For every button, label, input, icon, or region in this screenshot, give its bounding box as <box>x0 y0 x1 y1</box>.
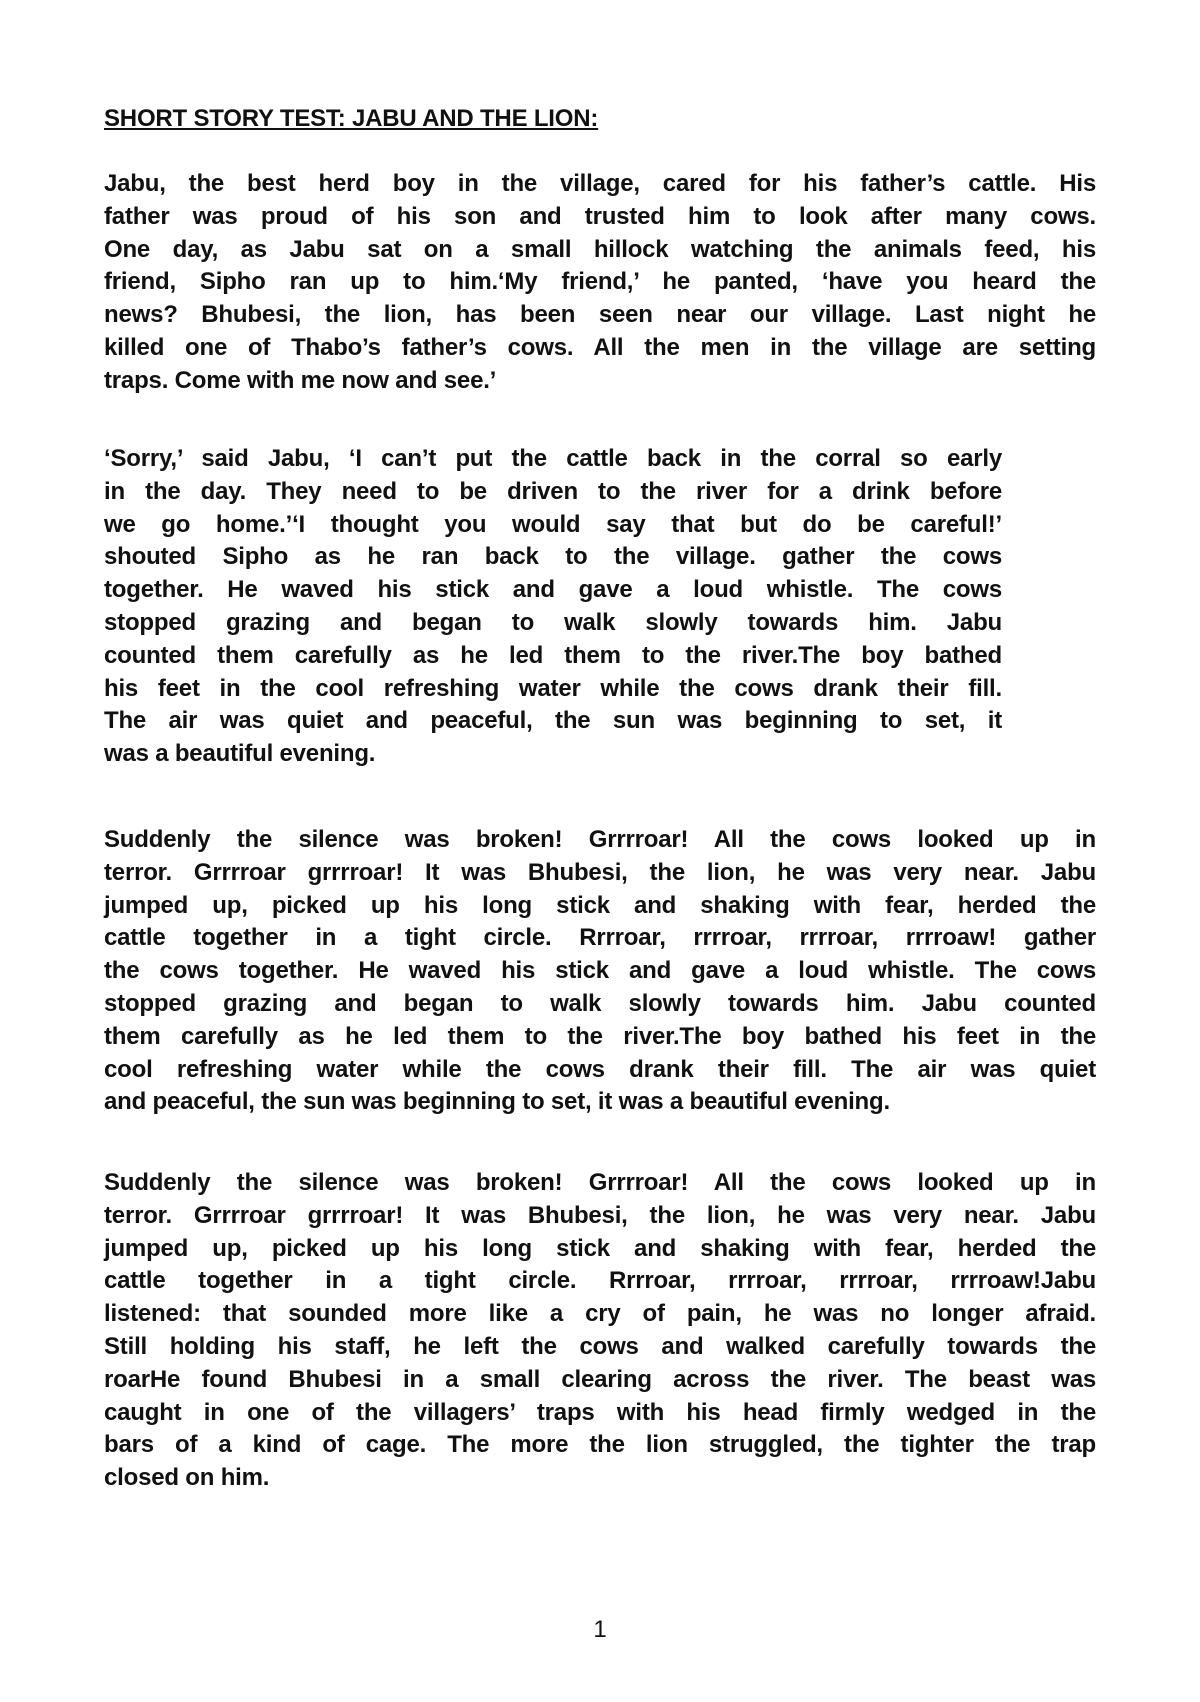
paragraph-line: his feet in the cool refreshing water while the cows drank their fill. <box>104 674 1002 702</box>
paragraph-line: Suddenly the silence was broken! Grrrroar! All the cows looked up in <box>104 826 1096 853</box>
story-paragraph-4 <box>104 1167 1096 1495</box>
paragraph-line: stopped grazing and began to walk slowly towards him. Jabu counted <box>104 989 1096 1017</box>
paragraph-line: was a beautiful evening. <box>104 740 376 768</box>
paragraph-line: closed on him. <box>104 1464 270 1492</box>
paragraph-line: One day, as Jabu sat on a small hillock watching the animals feed, his <box>104 235 1096 263</box>
paragraph-line: jumped up, picked up his long stick and shaking with fear, herded the <box>104 1234 1096 1262</box>
paragraph-line: jumped up, picked up his long stick and shaking with fear, herded the <box>104 891 1096 919</box>
paragraph-line: terror. Grrrroar grrrroar! It was Bhubesi, the lion, he was very near. Jabu <box>104 1201 1096 1229</box>
paragraph-line: killed one of Thabo’s father’s cows. All the men in the village are setting <box>104 333 1096 361</box>
paragraph-line: ‘Sorry,’ said Jabu, ‘I can’t put the cattle back in the corral so early <box>104 445 1002 472</box>
paragraph-line: in the day. They need to be driven to the river for a drink before <box>104 477 1002 505</box>
paragraph-line: terror. Grrrroar grrrroar! It was Bhubesi, the lion, he was very near. Jabu <box>104 858 1096 886</box>
paragraph-line: cattle together in a tight circle. Rrrroar, rrrroar, rrrroar, rrrroaw!Jabu <box>104 1267 1096 1295</box>
paragraph-line: cattle together in a tight circle. Rrrroar, rrrroar, rrrroar, rrrroaw! gather <box>104 924 1096 952</box>
page-number: 1 <box>593 1616 607 1643</box>
paragraph-line: and peaceful, the sun was beginning to set, it was a beautiful evening. <box>104 1088 890 1116</box>
paragraph-line: together. He waved his stick and gave a loud whistle. The cows <box>104 576 1002 604</box>
story-paragraph-3 <box>104 824 1096 1119</box>
paragraph-line: shouted Sipho as he ran back to the village. gather the cows <box>104 543 1002 571</box>
paragraph-line: traps. Come with me now and see.’ <box>104 366 497 394</box>
paragraph-line: Still holding his staff, he left the cows and walked carefully towards the <box>104 1332 1096 1360</box>
paragraph-line: we go home.’‘I thought you would say that but do be careful!’ <box>104 510 1002 538</box>
paragraph-line: father was proud of his son and trusted him to look after many cows. <box>104 202 1096 230</box>
paragraph-line: counted them carefully as he led them to the river.The boy bathed <box>104 641 1002 669</box>
paragraph-line: Suddenly the silence was broken! Grrrroar! All the cows looked up in <box>104 1169 1096 1196</box>
paragraph-line: stopped grazing and began to walk slowly towards him. Jabu <box>104 608 1002 636</box>
paragraph-line: roarHe found Bhubesi in a small clearing across the river. The beast was <box>104 1365 1096 1393</box>
paragraph-line: listened: that sounded more like a cry of pain, he was no longer afraid. <box>104 1300 1096 1328</box>
paragraph-line: caught in one of the villagers’ traps with his head firmly wedged in the <box>104 1398 1096 1426</box>
paragraph-line: cool refreshing water while the cows drank their fill. The air was quiet <box>104 1055 1096 1083</box>
story-paragraph-2 <box>104 443 1002 771</box>
paragraph-line: bars of a kind of cage. The more the lion struggled, the tighter the trap <box>104 1431 1096 1459</box>
story-paragraph-1 <box>104 168 1096 398</box>
paragraph-line: friend, Sipho ran up to him.‘My friend,’ he panted, ‘have you heard the <box>104 268 1096 296</box>
paragraph-line: them carefully as he led them to the river.The boy bathed his feet in the <box>104 1022 1096 1050</box>
paragraph-line: Jabu, the best herd boy in the village, cared for his father’s cattle. His <box>104 170 1096 197</box>
paragraph-line: The air was quiet and peaceful, the sun was beginning to set, it <box>104 707 1002 735</box>
paragraph-line: news? Bhubesi, the lion, has been seen near our village. Last night he <box>104 301 1096 329</box>
document-title: SHORT STORY TEST: JABU AND THE LION: <box>104 105 599 132</box>
paragraph-line: the cows together. He waved his stick and gave a loud whistle. The cows <box>104 957 1096 985</box>
